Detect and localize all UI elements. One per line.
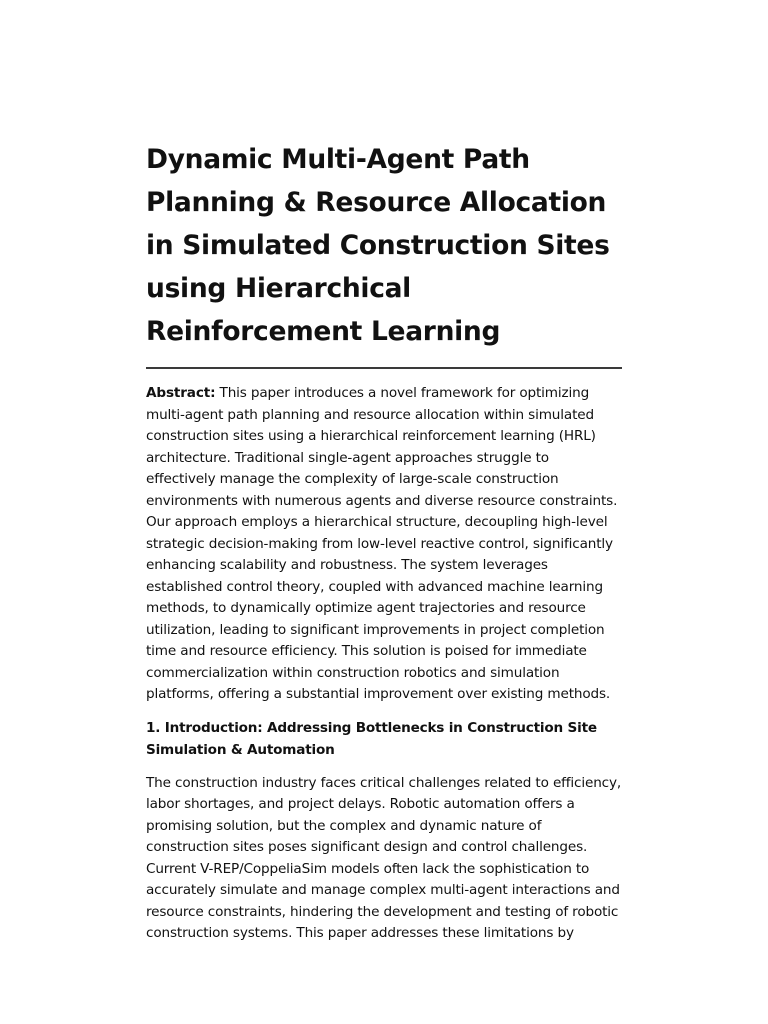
section-heading-introduction: 1. Introduction: Addressing Bottlenecks in Construction Site Simulation & Automation (146, 719, 597, 758)
document-title: Dynamic Multi-Agent Path Planning & Resource Allocation in Simulated Construction Sites using Hierarchical Reinforcement Learning (146, 144, 610, 347)
introduction-paragraph: The construction industry faces critical challenges related to efficiency, labor shortages, and project delays. Robotic automation offers a promising solution, but the complex and dynamic nature of construction sites poses significant design and control challenges. Current V-REP/CoppeliaSim models often lack the sophistication to accurately simulate and manage complex multi-agent interactions and resource constraints, hindering the development and testing of robotic construction systems. This paper addresses these limitations by (146, 774, 622, 941)
title-divider (146, 367, 622, 369)
abstract-label: Abstract: (146, 385, 216, 401)
document-page (146, 138, 622, 945)
abstract-text: This paper introduces a novel framework for optimizing multi-agent path planning and resource allocation within simulated construction sites using a hierarchical reinforcement learning (HRL) architecture. Traditional single-agent approaches struggle to effectively manage the complexity of large-scale construction environments with numerous agents and diverse resource constraints. Our approach employs a hierarchical structure, decoupling high-level strategic decision-making from low-level reactive control, significantly enhancing scalability and robustness. The system leverages established control theory, coupled with advanced machine learning methods, to dynamically optimize agent trajectories and resource utilization, leading to significant improvements in project completion time and resource efficiency. This solution is poised for immediate commercialization within construction robotics and simulation platforms, offering a substantial improvement over existing methods. (146, 385, 618, 702)
abstract-paragraph (146, 383, 622, 706)
